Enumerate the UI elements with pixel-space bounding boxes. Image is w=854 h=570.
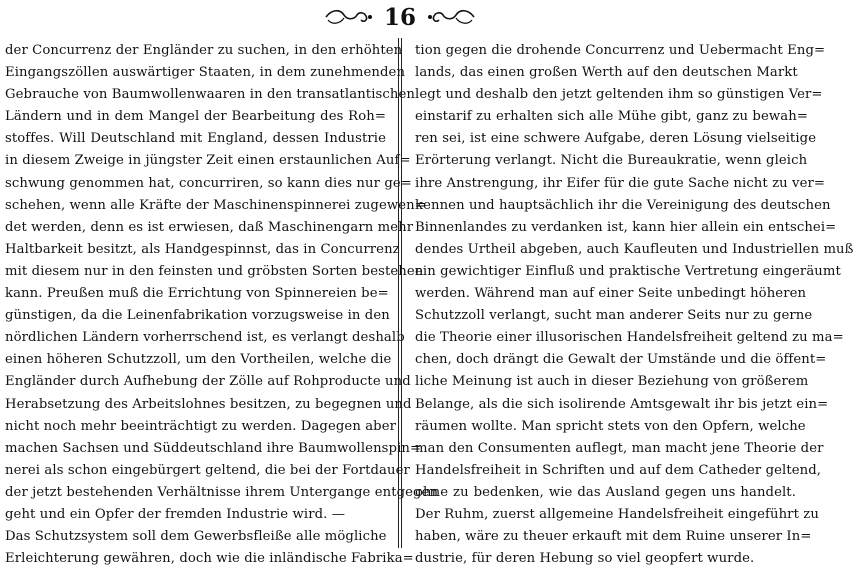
text-line: Der Ruhm, zuerst allgemeine Handelsfreiheit eingeführt zu bbox=[415, 506, 819, 522]
text-line: schwung genommen hat, concurriren, so kann dies nur ge= bbox=[5, 175, 412, 191]
text-line: schehen, wenn alle Kräfte der Maschinenspinnerei zugewen= bbox=[5, 197, 426, 213]
page-number: 16 bbox=[383, 3, 416, 31]
right-ornament-icon bbox=[426, 6, 476, 28]
text-line: der Concurrenz der Engländer zu suchen, in den erhöhten bbox=[5, 43, 403, 58]
text-line: Ländern und in dem Mangel der Bearbeitung des Roh= bbox=[5, 109, 386, 125]
text-line: in diesem Zweige in jüngster Zeit einen erstaunlichen Auf= bbox=[5, 153, 411, 169]
text-line: kann. Preußen muß die Errichtung von Spinnereien be= bbox=[5, 286, 389, 302]
text-line: werden. Während man auf einer Seite unbedingt höheren bbox=[415, 286, 807, 302]
text-line: ren sei, ist eine schwere Aufgabe, deren Lösung vielseitige bbox=[415, 131, 817, 147]
text-line: Engländer durch Aufhebung der Zölle auf Rohproducte und bbox=[5, 374, 411, 390]
text-line: Eingangszöllen auswärtiger Staaten, in dem zunehmenden bbox=[5, 65, 406, 81]
text-line: nördlichen Ländern vorherrschend ist, es verlangt deshalb bbox=[5, 330, 405, 346]
text-line: die Theorie einer illusorischen Handelsfreiheit geltend zu ma= bbox=[415, 330, 844, 346]
text-line: Das Schutzsystem soll dem Gewerbsfleiße alle mögliche bbox=[5, 529, 387, 545]
text-line: günstigen, da die Leinenfabrikation vorzugsweise in den bbox=[5, 308, 390, 324]
right-text-column bbox=[415, 40, 854, 570]
text-line: chen, doch drängt die Gewalt der Umstände und die öffent= bbox=[415, 352, 827, 368]
text-line: dustrie, für deren Hebung so viel geopfert wurde. bbox=[415, 551, 755, 567]
text-line: einstarif zu erhalten sich alle Mühe gibt, ganz zu bewah= bbox=[415, 109, 808, 125]
text-line: Gebrauche von Baumwollenwaaren in den transatlantischen bbox=[5, 87, 415, 103]
text-line: Schutzzoll verlangt, sucht man anderer Seits nur zu gerne bbox=[415, 308, 813, 324]
text-line: ihre Anstrengung, ihr Eifer für die gute Sache nicht zu ver= bbox=[415, 175, 826, 191]
text-line: Erörterung verlangt. Nicht die Bureaukratie, wenn gleich bbox=[415, 153, 808, 169]
text-line: geht und ein Opfer der fremden Industrie wird. — bbox=[5, 506, 346, 522]
text-line: ein gewichtiger Einfluß und praktische Vertretung eingeräumt bbox=[415, 263, 841, 279]
text-line: tion gegen die drohende Concurrenz und Uebermacht Eng= bbox=[415, 43, 826, 58]
text-line: Belange, als die sich isolirende Amtsgewalt ihr bis jetzt ein= bbox=[415, 396, 829, 412]
text-line: nerei als schon eingebürgert geltend, die bei der Fortdauer bbox=[5, 462, 410, 478]
text-line: det werden, denn es ist erwiesen, daß Maschinengarn mehr bbox=[5, 219, 414, 235]
text-line: machen Sachsen und Süddeutschland ihre Baumwollenspin= bbox=[5, 440, 422, 456]
text-line: der jetzt bestehenden Verhältnisse ihrem Untergange entgegen bbox=[5, 484, 439, 500]
text-line: kennen und hauptsächlich ihr die Vereinigung des deutschen bbox=[415, 197, 831, 213]
page-header bbox=[0, 0, 800, 34]
column-divider bbox=[398, 38, 402, 548]
text-line: räumen wollte. Man spricht stets von den Opfern, welche bbox=[415, 418, 806, 434]
text-line: mit diesem nur in den feinsten und gröbsten Sorten bestehen bbox=[5, 263, 424, 279]
text-line: Erleichterung gewähren, doch wie die inländische Fabrika= bbox=[5, 551, 414, 567]
text-line: haben, wäre zu theuer erkauft mit dem Ruine unserer In= bbox=[415, 529, 812, 545]
text-line: liche Meinung ist auch in dieser Beziehung von größerem bbox=[415, 374, 809, 390]
left-text-column bbox=[5, 40, 439, 570]
text-line: lands, das einen großen Werth auf den deutschen Markt bbox=[415, 65, 798, 81]
text-line: Haltbarkeit besitzt, als Handgespinnst, das in Concurrenz bbox=[5, 241, 400, 257]
text-line: dendes Urtheil abgeben, auch Kaufleuten und Industriellen muß bbox=[415, 241, 854, 257]
text-line: man den Consumenten auflegt, man macht jene Theorie der bbox=[415, 440, 824, 456]
text-line: Binnenlandes zu verdanken ist, kann hier allein ein entschei= bbox=[415, 219, 837, 235]
text-line: Herabsetzung des Arbeitslohnes besitzen, zu begegnen und bbox=[5, 396, 412, 412]
text-line: stoffes. Will Deutschland mit England, dessen Industrie bbox=[5, 131, 386, 147]
text-line: ohne zu bedenken, wie das Ausland gegen uns handelt. bbox=[415, 484, 796, 500]
text-line: einen höheren Schutzzoll, um den Vortheilen, welche die bbox=[5, 352, 392, 368]
text-line: nicht noch mehr beeinträchtigt zu werden. Dagegen aber bbox=[5, 418, 397, 434]
text-line: Handelsfreiheit in Schriften und auf dem Catheder geltend, bbox=[415, 462, 822, 478]
left-ornament-icon bbox=[324, 6, 374, 28]
text-line: legt und deshalb den jetzt geltenden ihm so günstigen Ver= bbox=[415, 87, 823, 103]
